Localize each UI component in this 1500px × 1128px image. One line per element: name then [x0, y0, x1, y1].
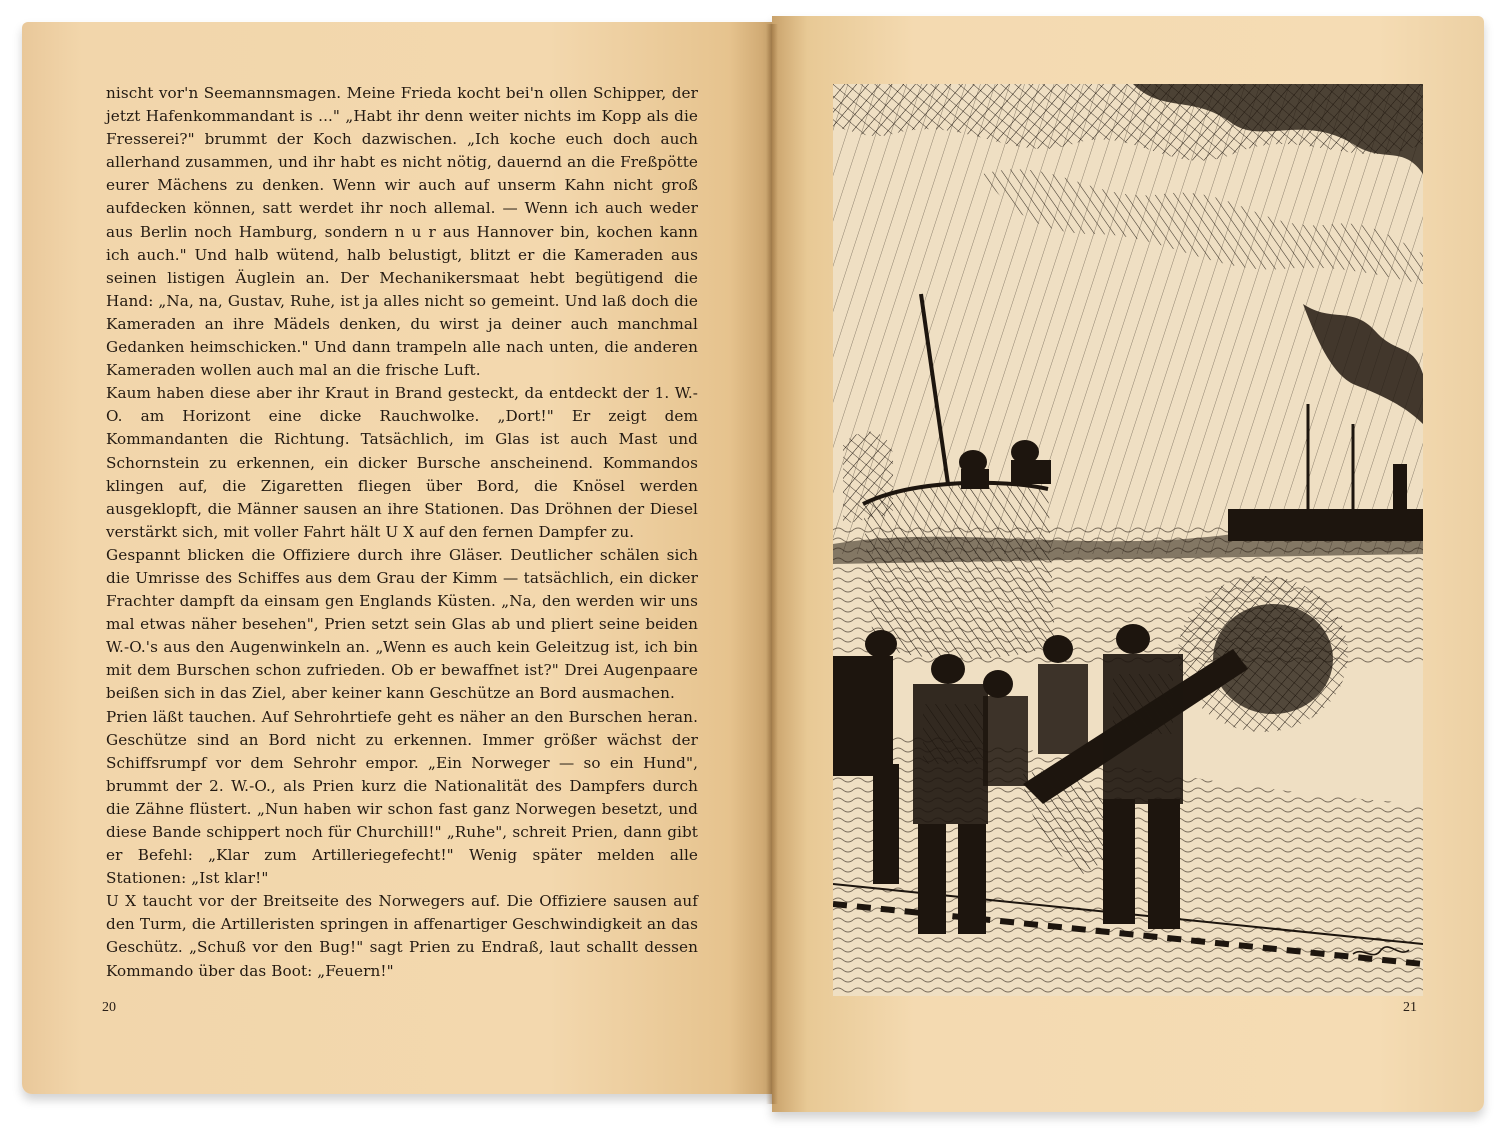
page-number-left: 20 — [102, 1000, 116, 1015]
page-number-right: 21 — [1403, 1000, 1417, 1015]
paragraph: Gespannt blicken die Offiziere durch ihre Gläser. Deutlicher schälen sich die Umrisse des Schiffes aus dem Grau der Kimm — tatsächlich, ein dicker Frachter dampft da einsam gen Englands Küsten. „Na, den werden wir uns mal etwas näher besehen", Prien setzt sein Glas ab und pliert seine beiden W.-O.'s aus den Augenwinkeln an. „Wenn es auch kein Geleitzug ist, ich bin mit dem Burschen schon zufrieden. Ob er bewaffnet ist?" Drei Augenpaare beißen sich in das Ziel, aber keiner kann Geschütze an Bord ausmachen. — [106, 545, 698, 703]
paragraph: U X taucht vor der Breitseite des Norwegers auf. Die Offiziere sausen auf den Turm, die Artilleristen springen in affenartiger Geschwindigkeit an das Geschütz. „Schuß vor den Bug!" sagt Prien zu Endraß, laut schallt dessen Kommando über das Boot: „Feuern!" — [106, 892, 698, 980]
book-gutter — [766, 24, 778, 1104]
submarine-deck-gun-illustration — [833, 84, 1423, 996]
paragraph: Kaum haben diese aber ihr Kraut in Brand gesteckt, da entdeckt der 1. W.-O. am Horizont eine dicke Rauchwolke. „Dort!" Er zeigt dem Kommandanten die Richtung. Tatsächlich, im Glas ist auch Mast und Schornstein zu erkennen, ein dicker Bursche anscheinend. Kommandos klingen auf, die Zigaretten fliegen über Bord, die Knösel werden ausgeklopft, die Männer sausen an ihre Stationen. Das Dröhnen der Diesel verstärkt sich, mit voller Fahrt hält U X auf den fernen Dampfer zu. — [106, 384, 698, 541]
paragraph: Prien läßt tauchen. Auf Sehrohrtiefe geht es näher an den Burschen heran. Geschütze sind an Bord nicht zu erkennen. Immer größer wächst der Schiffsrumpf vor dem Sehrohr empor. „Ein Norweger — so ein Hund", brummt der 2. W.-O., als Prien kurz die Nationalität des Dampfers durch die Zähne flüstert. „Nun haben wir schon fast ganz Norwegen besetzt, und diese Bande schippert noch für Churchill!" „Ruhe", schreit Prien, dann gibt er Befehl: „Klar zum Artilleriegefecht!" Wenig später melden alle Stationen: „Ist klar!" — [106, 707, 698, 888]
left-page-text — [106, 82, 698, 983]
illustration-drawing — [833, 84, 1423, 996]
paragraph: nischt vor'n Seemannsmagen. Meine Frieda kocht bei'n ollen Schipper, der jetzt Hafenkommandant is ..." „Habt ihr denn weiter nichts im Kopp als die Fresserei?" brummt der Koch dazwischen. „Ich koche euch doch auch allerhand zusammen, und ihr habt es nicht nötig, dauernd an die Freßpötte eurer Mächens zu denken. Wenn wir auch auf unserm Kahn nicht groß aufdecken können, satt werdet ihr noch allemal. — Wenn ich auch weder aus Berlin noch Hamburg, sondern n u r aus Hannover bin, kochen kann ich auch." Und halb wütend, halb belustigt, blitzt er die Kameraden aus seinen listigen Äuglein an. Der Mechanikersmaat hebt begütigend die Hand: „Na, na, Gustav, Ruhe, ist ja alles nicht so gemeint. Und laß doch die Kameraden an ihre Mädels denken, du wirst ja deiner auch manchmal Gedanken heimschicken." Und dann trampeln alle nach unten, die anderen Kameraden wollen auch mal an die frische Luft. — [106, 84, 698, 380]
